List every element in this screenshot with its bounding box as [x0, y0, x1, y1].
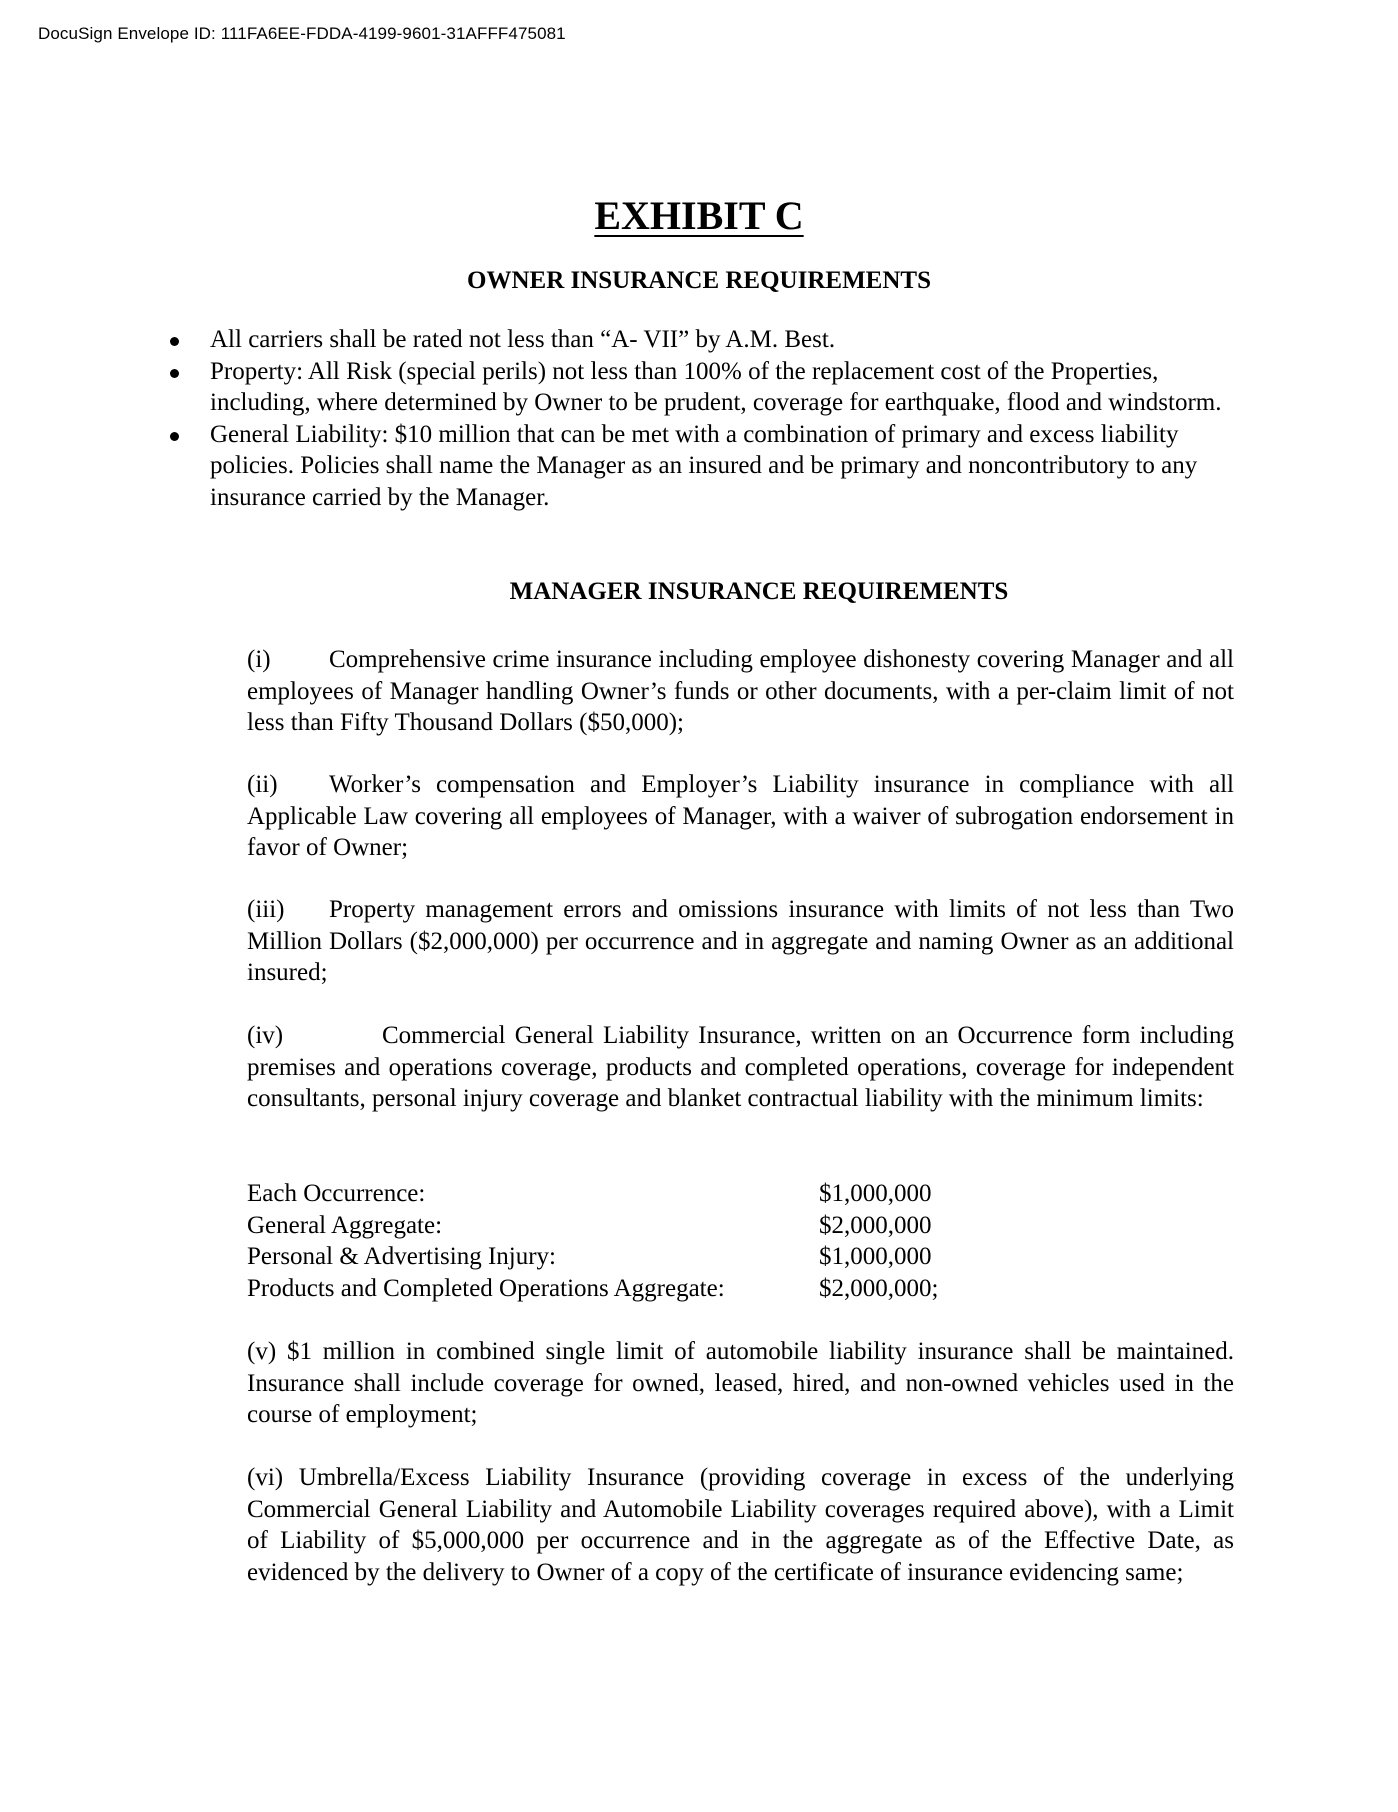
item-number: (iv): [247, 1022, 284, 1049]
item-number: (ii): [247, 771, 278, 798]
item-text: Commercial General Liability Insurance, written on an Occurrence form including premises and operations coverage, products and completed operations, coverage for independent consultants, personal injury coverage and blanket contractual liability with the minimum limits:: [247, 1022, 1234, 1113]
list-item: [168, 324, 1228, 356]
limit-label: Each Occurrence:: [247, 1180, 426, 1207]
item-text: Property management errors and omissions insurance with limits of not less than Two Million Dollars ($2,000,000) per occurrence and in aggregate and naming Owner as an additional insured;: [247, 896, 1234, 987]
minimum-limits-table: [247, 1178, 938, 1304]
limit-label: General Aggregate:: [247, 1211, 443, 1239]
item-text: Worker’s compensation and Employer’s Liability insurance in compliance with all Applicable Law covering all employees of Manager, with a waiver of subrogation endorsement in favor of Owner;: [247, 771, 1234, 862]
exhibit-title: EXHIBIT C: [594, 193, 804, 238]
manager-item-automobile: (v) $1 million in combined single limit of automobile liability insurance shall be maintained. Insurance shall include coverage for owned, leased, hired, and non-owned vehicles used in the course of employment;: [247, 1338, 1234, 1429]
limit-value: $1,000,000: [819, 1243, 932, 1271]
limit-value: $1,000,000: [819, 1180, 932, 1207]
owner-requirement-text: Property: All Risk (special perils) not less than 100% of the replacement cost of the Properties, including, where determined by Owner to be prudent, coverage for earthquake, flood and windstorm.: [210, 357, 1222, 417]
owner-insurance-heading: OWNER INSURANCE REQUIREMENTS: [467, 267, 931, 294]
bullet-icon: [170, 337, 179, 346]
manager-item-errors-omissions: [247, 894, 1234, 989]
item-text: Comprehensive crime insurance including employee dishonesty covering Manager and all employees of Manager handling Owner’s funds or other documents, with a per-claim limit of not less than Fifty Thousand Dollars ($50,000);: [247, 646, 1234, 737]
owner-requirement-text: All carriers shall be rated not less than “A- VII” by A.M. Best.: [210, 326, 836, 353]
limit-label: Products and Completed Operations Aggregate:: [247, 1274, 725, 1302]
manager-insurance-heading: MANAGER INSURANCE REQUIREMENTS: [509, 578, 1009, 605]
manager-item-umbrella: (vi) Umbrella/Excess Liability Insurance (providing coverage in excess of the underlying Commercial General Liability and Automobile Liability coverages required above), with a Limit of Liability of $5,000,000 per occurrence and in the aggregate as of the Effective Date, as evidenced by the delivery to Owner of a copy of the certificate of insurance evidencing same;: [247, 1464, 1234, 1586]
table-row: [247, 1273, 938, 1305]
list-item: [168, 419, 1228, 514]
table-row: [247, 1210, 938, 1242]
item-number: (i): [247, 646, 271, 673]
list-item: [168, 356, 1228, 419]
limit-value: $2,000,000: [819, 1211, 932, 1239]
table-row: [247, 1241, 938, 1273]
limit-value: $2,000,000;: [819, 1274, 939, 1302]
owner-requirement-text: General Liability: $10 million that can be met with a combination of primary and excess liability policies. Policies shall name the Manager as an insured and be primary and noncontributory to any insurance carried by the Manager.: [210, 420, 1198, 511]
limit-label: Personal & Advertising Injury:: [247, 1243, 556, 1271]
item-number: (iii): [247, 896, 285, 923]
table-row: [247, 1178, 938, 1210]
manager-item-workers-comp: [247, 769, 1234, 864]
manager-item-crime: [247, 644, 1234, 739]
bullet-icon: [170, 369, 179, 378]
manager-item-general-liability: [247, 1020, 1234, 1115]
owner-requirements-list: [168, 324, 1228, 514]
docusign-envelope-id: DocuSign Envelope ID: 111FA6EE-FDDA-4199-9601-31AFFF475081: [38, 24, 566, 43]
bullet-icon: [170, 432, 179, 441]
